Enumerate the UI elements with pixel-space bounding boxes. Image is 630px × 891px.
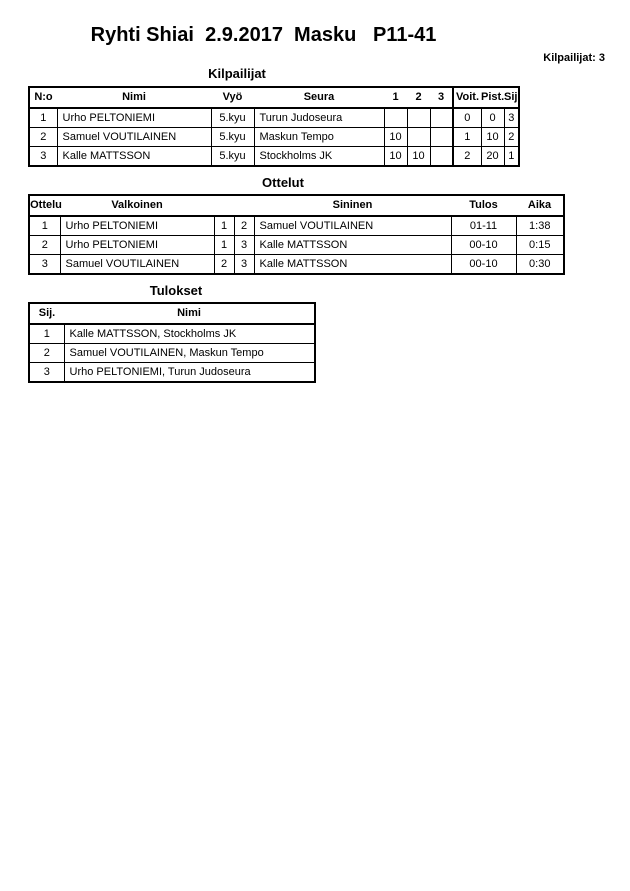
cell-voit: 0 <box>453 108 481 128</box>
kilpailijat-table-grid <box>28 86 520 167</box>
cell-pist: 10 <box>481 128 504 147</box>
cell-name-club: Samuel VOUTILAINEN, Maskun Tempo <box>64 344 315 363</box>
col-header-nimi: Nimi <box>64 303 315 324</box>
cell-white-name: Urho PELTONIEMI <box>60 236 214 255</box>
col-header-seura: Seura <box>254 87 384 108</box>
col-header-vyo: Vyö <box>211 87 254 108</box>
page-title: Ryhti Shiai 2.9.2017 Masku P11-41 <box>90 24 437 46</box>
cell-round2: 10 <box>407 147 430 167</box>
cell-blue-name: Kalle MATTSSON <box>254 255 451 275</box>
cell-round1 <box>384 108 407 128</box>
table-row <box>29 216 564 236</box>
cell-time: 1:38 <box>516 216 564 236</box>
cell-round3 <box>430 147 453 167</box>
cell-rank: 3 <box>29 363 64 383</box>
table-row <box>29 363 315 383</box>
table-row <box>29 128 519 147</box>
col-header-sij: Sij. <box>504 87 519 108</box>
cell-sij: 1 <box>504 147 519 167</box>
ottelut-table <box>28 194 565 275</box>
cell-round2 <box>407 108 430 128</box>
col-header-round1: 1 <box>384 87 407 108</box>
cell-match-no: 3 <box>29 255 60 275</box>
kilpailijat-heading: Kilpailijat <box>208 66 266 81</box>
cell-vyo: 5.kyu <box>211 147 254 167</box>
col-header-sij: Sij. <box>29 303 64 324</box>
col-header-sininen: Sininen <box>254 195 451 216</box>
cell-nimi: Kalle MATTSSON <box>57 147 211 167</box>
cell-voit: 2 <box>453 147 481 167</box>
cell-white-no: 1 <box>214 236 234 255</box>
cell-nimi: Samuel VOUTILAINEN <box>57 128 211 147</box>
tulokset-header-row <box>29 303 315 324</box>
col-header-tulos: Tulos <box>451 195 516 216</box>
cell-nimi: Urho PELTONIEMI <box>57 108 211 128</box>
ottelut-table-grid <box>28 194 565 275</box>
col-header-aika: Aika <box>516 195 564 216</box>
cell-time: 0:15 <box>516 236 564 255</box>
competitors-count: Kilpailijat: 3 <box>543 52 605 64</box>
cell-pist: 20 <box>481 147 504 167</box>
col-header-round3: 3 <box>430 87 453 108</box>
cell-match-no: 1 <box>29 216 60 236</box>
kilpailijat-table <box>28 86 520 167</box>
col-header-no: N:o <box>29 87 57 108</box>
cell-no: 3 <box>29 147 57 167</box>
cell-round1: 10 <box>384 147 407 167</box>
table-row <box>29 147 519 167</box>
cell-white-name: Urho PELTONIEMI <box>60 216 214 236</box>
cell-white-name: Samuel VOUTILAINEN <box>60 255 214 275</box>
cell-pist: 0 <box>481 108 504 128</box>
table-row <box>29 108 519 128</box>
table-row <box>29 324 315 344</box>
col-header-pist: Pist. <box>481 87 504 108</box>
cell-seura: Turun Judoseura <box>254 108 384 128</box>
table-row <box>29 255 564 275</box>
cell-name-club: Urho PELTONIEMI, Turun Judoseura <box>64 363 315 383</box>
col-header-ottelu-label: Ottelu <box>30 199 62 211</box>
cell-blue-name: Samuel VOUTILAINEN <box>254 216 451 236</box>
tulokset-table-grid <box>28 302 316 383</box>
cell-vyo: 5.kyu <box>211 108 254 128</box>
cell-seura: Maskun Tempo <box>254 128 384 147</box>
cell-blue-name: Kalle MATTSSON <box>254 236 451 255</box>
col-header-ottelu <box>29 195 60 216</box>
cell-name-club: Kalle MATTSSON, Stockholms JK <box>64 324 315 344</box>
cell-blue-no: 3 <box>234 255 254 275</box>
cell-sij: 3 <box>504 108 519 128</box>
kilpailijat-header-row <box>29 87 519 108</box>
cell-match-no: 2 <box>29 236 60 255</box>
ottelut-heading: Ottelut <box>262 175 304 190</box>
cell-no: 2 <box>29 128 57 147</box>
table-row <box>29 236 564 255</box>
tulokset-table <box>28 302 316 383</box>
cell-voit: 1 <box>453 128 481 147</box>
cell-round3 <box>430 108 453 128</box>
cell-white-no: 1 <box>214 216 234 236</box>
cell-vyo: 5.kyu <box>211 128 254 147</box>
cell-blue-no: 2 <box>234 216 254 236</box>
cell-blue-no: 3 <box>234 236 254 255</box>
cell-white-no: 2 <box>214 255 234 275</box>
cell-round3 <box>430 128 453 147</box>
ottelut-header-row <box>29 195 564 216</box>
cell-score: 01-11 <box>451 216 516 236</box>
table-row <box>29 344 315 363</box>
cell-no: 1 <box>29 108 57 128</box>
cell-sij: 2 <box>504 128 519 147</box>
cell-score: 00-10 <box>451 255 516 275</box>
cell-score: 00-10 <box>451 236 516 255</box>
col-header-wno <box>214 195 234 216</box>
col-header-valkoinen: Valkoinen <box>60 195 214 216</box>
col-header-voit: Voit. <box>453 87 481 108</box>
cell-seura: Stockholms JK <box>254 147 384 167</box>
cell-round2 <box>407 128 430 147</box>
cell-rank: 1 <box>29 324 64 344</box>
cell-round1: 10 <box>384 128 407 147</box>
col-header-round2: 2 <box>407 87 430 108</box>
tulokset-heading: Tulokset <box>149 283 203 298</box>
cell-rank: 2 <box>29 344 64 363</box>
col-header-bno <box>234 195 254 216</box>
col-header-nimi: Nimi <box>57 87 211 108</box>
cell-time: 0:30 <box>516 255 564 275</box>
